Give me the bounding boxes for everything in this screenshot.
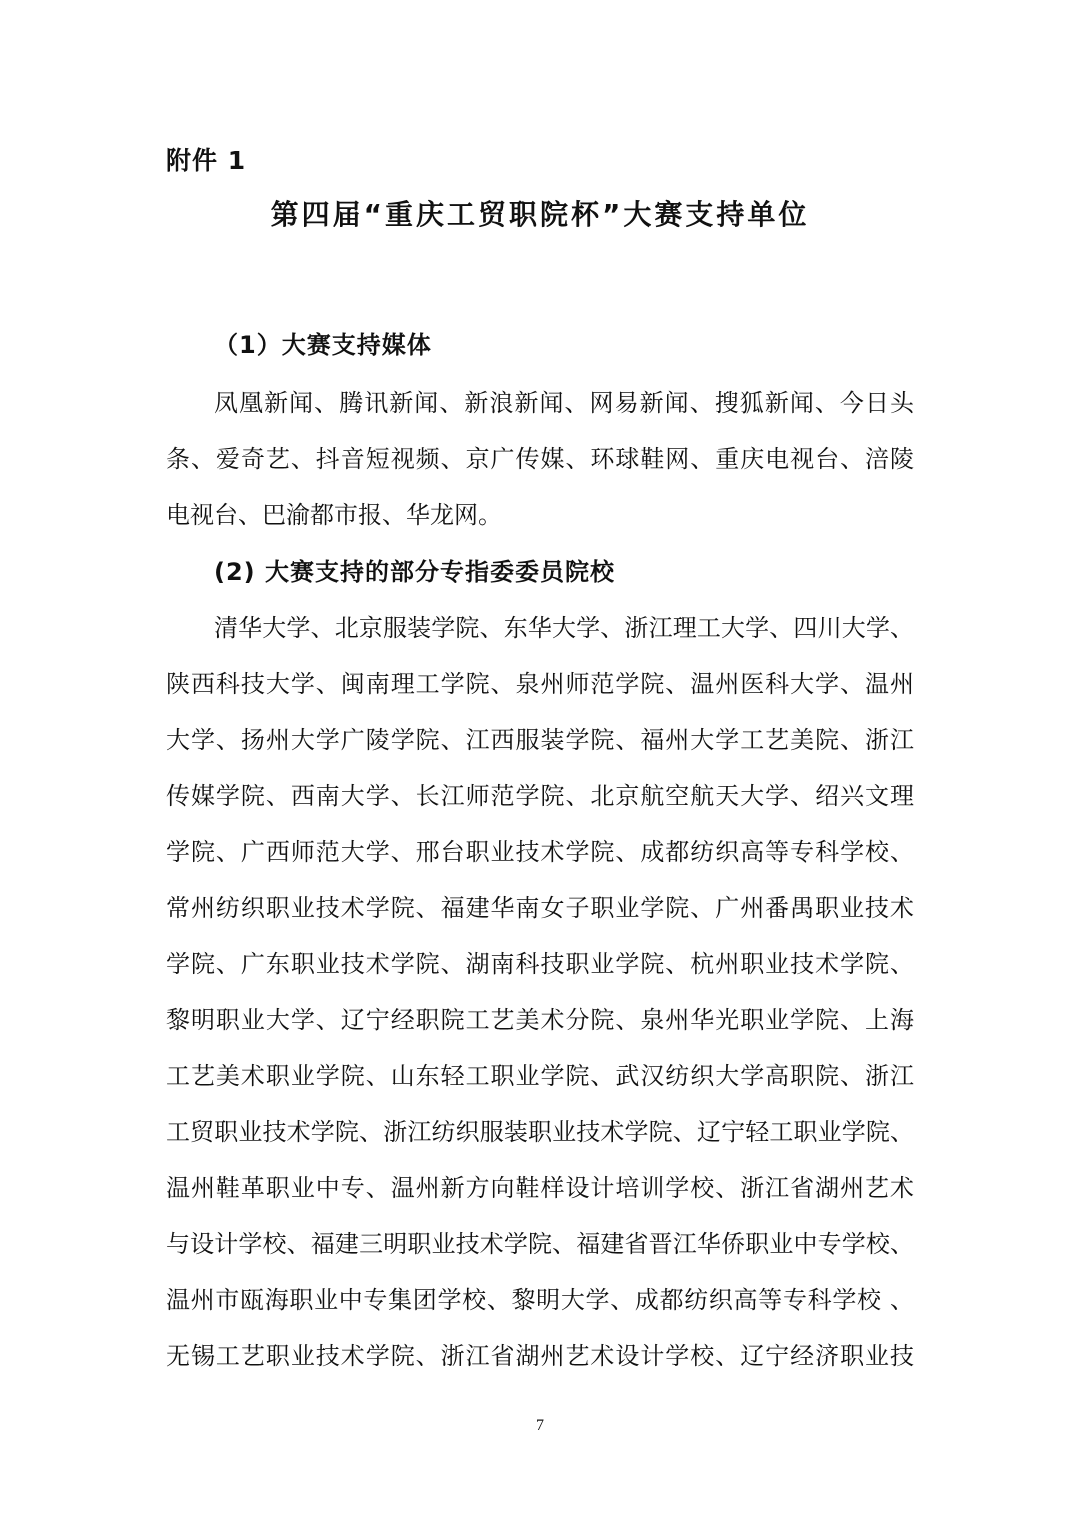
paragraph-line: 温州市瓯海职业中专集团学校、黎明大学、成都纺织高等专科学校 、 (166, 1286, 914, 1314)
paragraph-line: 陕西科技大学、闽南理工学院、泉州师范学院、温州医科大学、温州 (166, 670, 914, 698)
document-title: 第四届“重庆工贸职院杯”大赛支持单位 (270, 198, 810, 231)
paragraph-line: 黎明职业大学、辽宁经职院工艺美术分院、泉州华光职业学院、上海 (166, 1006, 914, 1034)
section-heading-media: （1）大赛支持媒体 (214, 331, 432, 359)
section-heading-schools: (2) 大赛支持的部分专指委委员院校 (214, 558, 615, 586)
paragraph-line: 清华大学、北京服装学院、东华大学、浙江理工大学、四川大学、 (214, 614, 914, 642)
paragraph-line: 温州鞋革职业中专、温州新方向鞋样设计培训学校、浙江省湖州艺术 (166, 1174, 914, 1202)
paragraph-line: 电视台、巴渝都市报、华龙网。 (166, 501, 502, 529)
paragraph-line: 条、爱奇艺、抖音短视频、京广传媒、环球鞋网、重庆电视台、涪陵 (166, 445, 914, 473)
paragraph-line: 凤凰新闻、腾讯新闻、新浪新闻、网易新闻、搜狐新闻、今日头 (214, 389, 914, 417)
paragraph-line: 常州纺织职业技术学院、福建华南女子职业学院、广州番禺职业技术 (166, 894, 914, 922)
attachment-label: 附件 1 (166, 146, 247, 175)
paragraph-line: 工艺美术职业学院、山东轻工职业学院、武汉纺织大学高职院、浙江 (166, 1062, 914, 1090)
paragraph-line: 传媒学院、西南大学、长江师范学院、北京航空航天大学、绍兴文理 (166, 782, 914, 810)
paragraph-line: 与设计学校、福建三明职业技术学院、福建省晋江华侨职业中专学校、 (166, 1230, 914, 1258)
paragraph-line: 学院、广西师范大学、邢台职业技术学院、成都纺织高等专科学校、 (166, 838, 914, 866)
paragraph-line: 无锡工艺职业技术学院、浙江省湖州艺术设计学校、辽宁经济职业技 (166, 1342, 914, 1370)
paragraph-line: 工贸职业技术学院、浙江纺织服装职业技术学院、辽宁轻工职业学院、 (166, 1118, 914, 1146)
page-number: 7 (536, 1417, 544, 1434)
paragraph-line: 学院、广东职业技术学院、湖南科技职业学院、杭州职业技术学院、 (166, 950, 914, 978)
paragraph-line: 大学、扬州大学广陵学院、江西服装学院、福州大学工艺美院、浙江 (166, 726, 914, 754)
